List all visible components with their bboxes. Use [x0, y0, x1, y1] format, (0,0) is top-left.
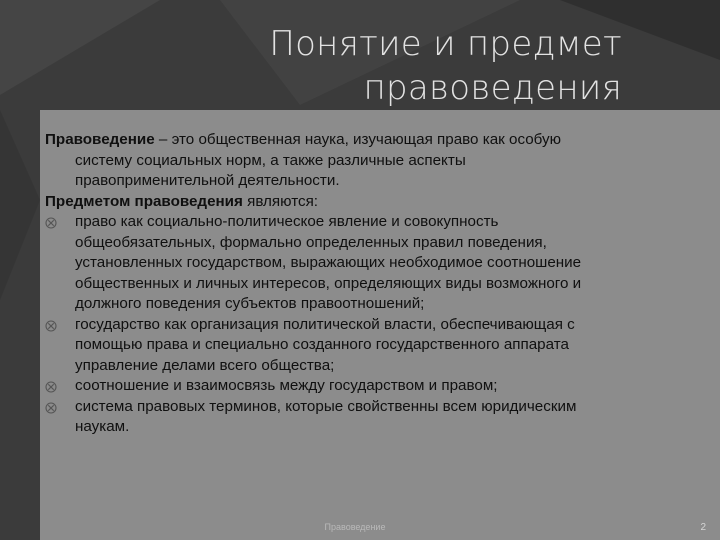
page-number: 2: [700, 522, 706, 533]
subject-term: Предметом правоведения: [45, 192, 243, 210]
circled-cross-icon: [45, 381, 57, 393]
definition-term: Правоведение: [45, 131, 155, 148]
list-item: [45, 315, 620, 377]
slide-body: [45, 130, 620, 438]
title-line-2: правоведения: [363, 68, 622, 108]
list-item: [45, 212, 620, 315]
definition-paragraph: [45, 130, 620, 192]
circled-cross-icon: [45, 320, 57, 332]
definition-text: – это общественная наука, изучающая право как особую систему социальных норм, а также различные аспекты правоприменительной деятельности.: [75, 131, 562, 189]
list-item-text: право как социально-политическое явление и совокупность общеобязательных, формально определенных правил поведения, установленных государством, выражающих необходимое соотношение общественных и личных интересов, определяющих виды возможного и должного поведения субъектов правоотношений;: [75, 213, 582, 312]
list-item-text: система правовых терминов, которые свойственны всем юридическим наукам.: [75, 397, 577, 435]
list-item-text: соотношение и взаимосвязь между государством и правом;: [75, 377, 498, 394]
title-line-1: Понятие и предмет: [269, 24, 622, 64]
list-item-text: государство как организация политической власти, обеспечивающая с помощью права и специально созданного государственного аппарата управление делами всего общества;: [75, 315, 575, 374]
list-item: [45, 397, 620, 438]
slide-title: [269, 22, 622, 110]
circled-cross-icon: [45, 217, 57, 229]
subject-list: [45, 212, 620, 438]
subject-intro: [45, 192, 620, 213]
slide-footer: Правоведение: [324, 522, 386, 532]
list-item: [45, 376, 620, 397]
subject-intro-text: являются:: [242, 192, 319, 210]
circled-cross-icon: [45, 402, 57, 414]
